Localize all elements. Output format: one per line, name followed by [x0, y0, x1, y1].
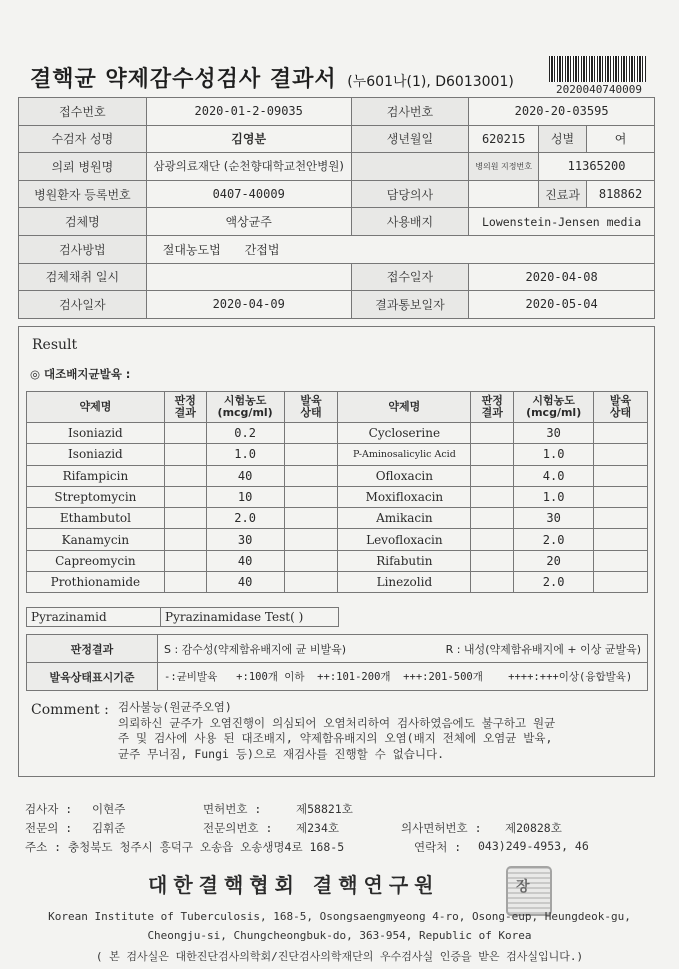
conc-header-right: [514, 392, 594, 423]
medium-label: 사용배지: [351, 208, 469, 236]
address-label: 주소 :: [25, 840, 62, 854]
sex-label: 성별: [539, 125, 587, 153]
judgement-header-2: 결과: [481, 406, 503, 419]
table-row: [27, 465, 648, 486]
doctor-license-label: 의사면허번호 :: [401, 821, 482, 835]
comment-text: [118, 700, 643, 762]
english-address-line-2: Cheongju-si, Chungcheongbuk-do, 363-954, Republic of Korea: [147, 929, 532, 942]
control-growth-label: ◎ 대조배지균발육 :: [30, 367, 131, 381]
test-concentration: 40: [206, 550, 284, 571]
growth-status: [284, 465, 338, 486]
comment-line: 균주 무너짐, Fungi 등)으로 재검사를 진행할 수 없습니다.: [118, 746, 445, 761]
patient-info-table: [18, 97, 655, 319]
growth-status: [284, 486, 338, 507]
judgement: [164, 572, 206, 593]
english-address-line-1: Korean Institute of Tuberculosis, 168-5, Osongsaengmyeong 4-ro, Osong-eup, Heungdeok-gu,: [48, 910, 631, 923]
doctor-label: 담당의사: [351, 180, 469, 208]
barcode-number: 2020040740009: [555, 83, 643, 96]
comment-line: 의뢰하신 균주가 오염진행이 의심되어 오염처리하여 검사하였음에도 불구하고 원균: [118, 715, 556, 730]
growth-header-1: 발육: [609, 394, 632, 407]
test-concentration: 40: [206, 572, 284, 593]
judgement: [164, 423, 206, 444]
growth-status: [284, 550, 338, 571]
license-label: 면허번호 :: [203, 802, 262, 816]
drug-name: P-Aminosalicylic Acid: [338, 444, 471, 465]
test-concentration: 1.0: [514, 444, 594, 465]
test-date-label: 검사일자: [19, 291, 147, 319]
hospital-code-label: 병의원 지정번호: [469, 153, 539, 181]
reception-no: 2020-01-2-09035: [146, 98, 351, 126]
table-row: [27, 529, 648, 550]
specialist-label: 전문의 :: [25, 821, 73, 835]
conc-header-2: (mcg/ml): [217, 406, 273, 419]
judgement-header-1: 판정: [481, 394, 503, 407]
growth-status: [594, 444, 648, 465]
drug-name: Isoniazid: [27, 423, 165, 444]
test-concentration: 30: [206, 529, 284, 550]
conc-header-2: (mcg/ml): [526, 406, 582, 419]
test-concentration: 20: [514, 550, 594, 571]
form-code: (누601나(1), D6013001): [347, 74, 514, 90]
table-row: [27, 572, 648, 593]
medium: Lowenstein-Jensen media: [469, 208, 655, 236]
comment-label: Comment :: [31, 702, 109, 718]
birth-date: 620215: [469, 125, 539, 153]
growth-status: [594, 572, 648, 593]
judgement-legend-label: 판정결과: [27, 635, 158, 663]
barcode: [549, 56, 646, 82]
document-title: [30, 62, 514, 93]
growth-status: [284, 444, 338, 465]
collect-date: [146, 263, 351, 291]
judgement: [471, 423, 514, 444]
examiner-label: 검사자 :: [25, 802, 73, 816]
drug-name: Isoniazid: [27, 444, 165, 465]
test-date: 2020-04-09: [146, 291, 351, 319]
drug-name: Streptomycin: [27, 486, 165, 507]
patient-name-label: 수검자 성명: [19, 125, 147, 153]
growth-header-1: 발육: [300, 394, 322, 407]
drug-name: Ofloxacin: [338, 465, 471, 486]
certification-note: ( 본 검사실은 대한진단검사의학회/진단검사의학재단의 우수검사실 인증을 받은 검사실입니다.): [95, 950, 584, 963]
pyrazinamid-label: Pyrazinamid: [27, 608, 161, 627]
table-row: [27, 508, 648, 529]
pyrazinamidase-test: Pyrazinamidase Test( ): [161, 608, 339, 627]
test-concentration: 2.0: [206, 508, 284, 529]
title-text: 결핵균 약제감수성검사 결과서: [30, 67, 337, 92]
growth-scale-legend: -:균비발육 +:100개 이하 ++:101-200개 +++:201-500개 ++++:+++이상(융합발육): [158, 663, 648, 691]
growth-header-2: 상태: [609, 406, 632, 419]
drug-name: Linezolid: [338, 572, 471, 593]
receipt-date-label: 접수일자: [351, 263, 469, 291]
test-concentration: 2.0: [514, 529, 594, 550]
test-concentration: 0.2: [206, 423, 284, 444]
judgement: [471, 486, 514, 507]
judgement: [471, 508, 514, 529]
conc-header-left: [206, 392, 284, 423]
drug-name: Capreomycin: [27, 550, 165, 571]
growth-legend-label: 발육상태표시기준: [27, 663, 158, 691]
birth-label: 생년월일: [351, 125, 469, 153]
drug-name: Rifampicin: [27, 465, 165, 486]
specimen-label: 검체명: [19, 208, 147, 236]
comment-line: 주 및 검사에 사용 된 대조배지, 약제함유배지의 오염(배지 전체에 오염균 발육,: [118, 731, 553, 745]
method-2: 간접법: [244, 242, 280, 257]
growth-status: [594, 529, 648, 550]
drug-table: [26, 391, 648, 593]
hospital-name: 삼광의료재단 (순천향대학교천안병원): [146, 153, 351, 181]
specialist-no: 제234호: [296, 821, 339, 835]
test-concentration: 40: [206, 465, 284, 486]
growth-status: [284, 572, 338, 593]
result-title: Result: [32, 337, 78, 353]
judgement-header-2: 결과: [174, 406, 196, 419]
growth-status: [594, 508, 648, 529]
growth-status: [594, 486, 648, 507]
receipt-date: 2020-04-08: [469, 263, 655, 291]
hospital-label: 의뢰 병원명: [19, 153, 147, 181]
table-row: [27, 486, 648, 507]
table-row: [27, 423, 648, 444]
growth-status: [284, 508, 338, 529]
license-no: 제58821호: [296, 802, 353, 816]
seal-text: 장: [516, 879, 530, 895]
growth-status: [284, 423, 338, 444]
judgement: [164, 465, 206, 486]
method: [146, 235, 654, 263]
growth-status: [594, 465, 648, 486]
hospital-name-extra: [351, 153, 469, 181]
judgement-header-right: [471, 392, 514, 423]
legend-table: [26, 634, 648, 691]
reception-no-label: 접수번호: [19, 98, 147, 126]
growth-status: [284, 529, 338, 550]
conc-header-1: 시험농도: [532, 394, 575, 407]
dept-code: 818862: [587, 180, 655, 208]
patient-reg-no: 0407-40009: [146, 180, 351, 208]
drug-name: Prothionamide: [27, 572, 165, 593]
conc-header-1: 시험농도: [223, 394, 267, 407]
contact-label: 연락처 :: [414, 840, 462, 854]
collect-date-label: 검체채취 일시: [19, 263, 147, 291]
judgement: [164, 529, 206, 550]
doctor-license-no: 제20828호: [505, 821, 562, 835]
drug-table-header: [27, 392, 648, 423]
institute-name: 대한결핵협회 결핵연구원: [148, 873, 440, 897]
judgement: [471, 444, 514, 465]
test-concentration: 2.0: [514, 572, 594, 593]
drug-header-left: 약제명: [27, 392, 165, 423]
test-concentration: 1.0: [514, 486, 594, 507]
judgement: [164, 550, 206, 571]
drug-name: Kanamycin: [27, 529, 165, 550]
report-date: 2020-05-04: [469, 291, 655, 319]
growth-header-right: [594, 392, 648, 423]
drug-name: Cycloserine: [338, 423, 471, 444]
dept-label: 진료과: [539, 180, 587, 208]
drug-name: Levofloxacin: [338, 529, 471, 550]
growth-header-2: 상태: [300, 406, 322, 419]
test-concentration: 1.0: [206, 444, 284, 465]
resistant-legend: R : 내성(약제함유배지에 + 이상 균발육): [445, 642, 641, 656]
judgement: [164, 486, 206, 507]
hospital-code: 11365200: [539, 153, 655, 181]
contact: 043)249-4953, 46: [478, 839, 589, 853]
judgement: [164, 508, 206, 529]
judgement: [471, 465, 514, 486]
test-no-label: 검사번호: [351, 98, 469, 126]
specimen: 액상균주: [146, 208, 351, 236]
drug-name: Rifabutin: [338, 550, 471, 571]
patient-reg-label: 병원환자 등록번호: [19, 180, 147, 208]
test-concentration: 4.0: [514, 465, 594, 486]
judgement: [471, 550, 514, 571]
judgement: [471, 572, 514, 593]
examiner-name: 이현주: [92, 802, 126, 816]
specialist-name: 김휘준: [92, 821, 126, 835]
sex: 여: [587, 125, 655, 153]
judgement-header-1: 판정: [174, 394, 196, 407]
drug-name: Moxifloxacin: [338, 486, 471, 507]
specialist-no-label: 전문의번호 :: [203, 821, 273, 835]
judgement-header-left: [164, 392, 206, 423]
growth-header-left: [284, 392, 338, 423]
patient-name: 김영분: [146, 125, 351, 153]
table-row: [27, 444, 648, 465]
table-row: [27, 550, 648, 571]
drug-name: Amikacin: [338, 508, 471, 529]
growth-status: [594, 550, 648, 571]
test-concentration: 10: [206, 486, 284, 507]
comment-line: 검사불능(원균주오염): [118, 700, 232, 714]
test-concentration: 30: [514, 508, 594, 529]
doctor-name: [469, 180, 539, 208]
drug-name: Ethambutol: [27, 508, 165, 529]
test-concentration: 30: [514, 423, 594, 444]
address: 충청북도 청주시 흥덕구 오송읍 오송생명4로 168-5: [68, 840, 345, 854]
judgement: [164, 444, 206, 465]
susceptible-legend: S : 감수성(약제함유배지에 균 비발육): [164, 642, 347, 656]
growth-status: [594, 423, 648, 444]
method-1: 절대농도법: [162, 242, 221, 257]
judgement: [471, 529, 514, 550]
judgement-legend: [158, 635, 648, 663]
pyrazinamid-table: [26, 607, 339, 627]
test-no: 2020-20-03595: [469, 98, 655, 126]
report-date-label: 결과통보일자: [351, 291, 469, 319]
method-label: 검사방법: [19, 235, 147, 263]
drug-header-right: 약제명: [338, 392, 471, 423]
